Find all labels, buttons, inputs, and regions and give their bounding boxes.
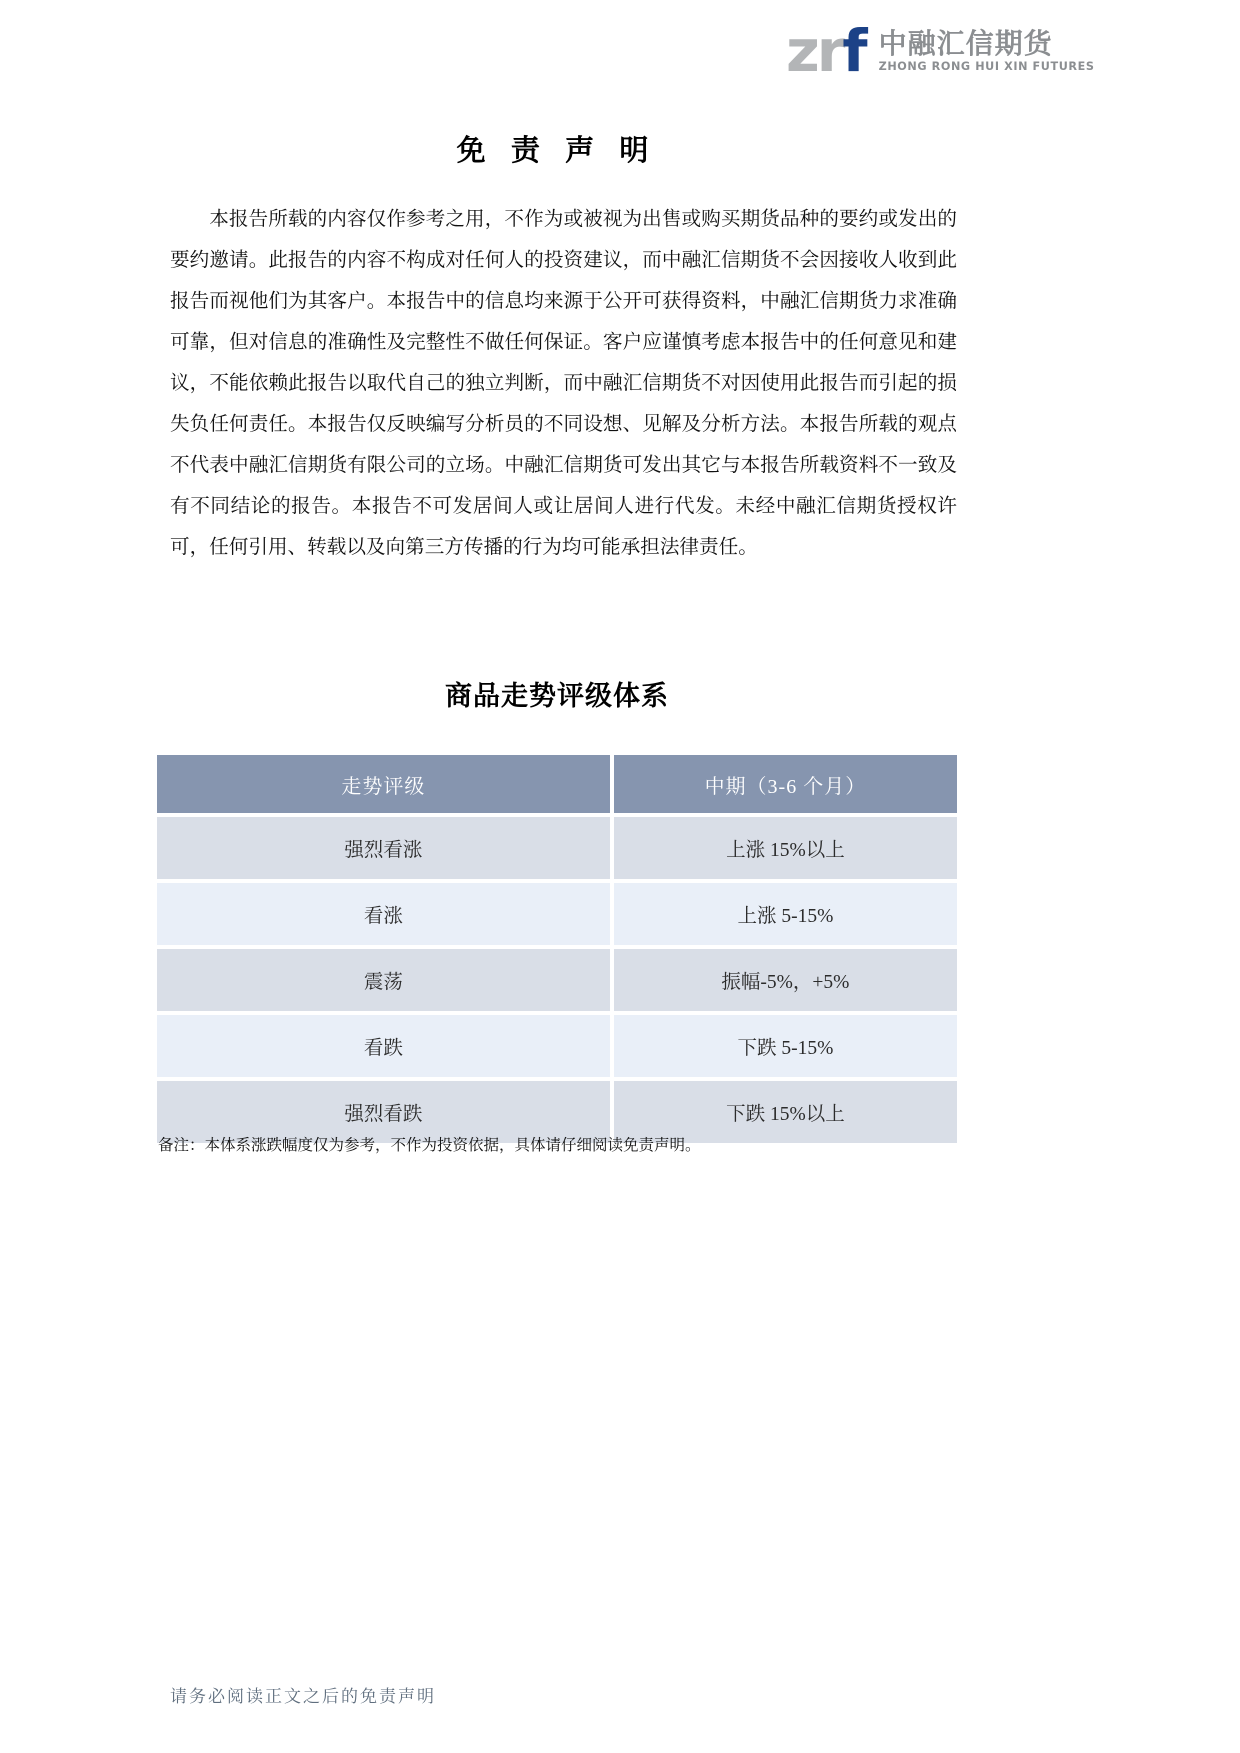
rating-cell-range: 振幅-5%，+5% xyxy=(614,949,957,1011)
rating-cell-range: 下跌 5-15% xyxy=(614,1015,957,1077)
company-name-chinese: 中融汇信期货 xyxy=(878,26,1053,60)
company-logo xyxy=(786,17,1095,85)
rating-cell-range: 上涨 5-15% xyxy=(614,883,957,945)
rating-table-header-rating: 走势评级 xyxy=(157,755,610,813)
disclaimer-paragraph: 本报告所载的内容仅作参考之用，不作为或被视为出售或购买期货品种的要约或发出的要约邀请。此报告的内容不构成对任何人的投资建议，而中融汇信期货不会因接收人收到此报告而视他们为其客户。本报告中的信息均来源于公开可获得资料，中融汇信期货力求准确可靠，但对信息的准确性及完整性不做任何保证。客户应谨慎考虑本报告中的任何意见和建议，不能依赖此报告以取代自己的独立判断，而中融汇信期货不对因使用此报告而引起的损失负任何责任。本报告仅反映编写分析员的不同设想、见解及分析方法。本报告所载的观点不代表中融汇信期货有限公司的立场。中融汇信期货可发出其它与本报告所载资料不一致及有不同结论的报告。本报告不可发居间人或让居间人进行代发。未经中融汇信期货授权许可，任何引用、转载以及向第三方传播的行为均可能承担法律责任。 xyxy=(170,209,957,558)
company-name-block xyxy=(878,26,1095,77)
logo-f-letter: f xyxy=(842,17,865,85)
rating-table-header-midterm: 中期（3-6 个月） xyxy=(614,755,957,813)
rating-cell-label: 强烈看跌 xyxy=(157,1081,610,1143)
rating-system-title: 商品走势评级体系 xyxy=(445,681,669,711)
rating-table xyxy=(157,755,957,1143)
company-name-english: ZHONG RONG HUI XIN FUTURES xyxy=(878,60,1095,74)
rating-cell-label: 看跌 xyxy=(157,1015,610,1077)
disclaimer-title: 免 责 声 明 xyxy=(456,135,658,167)
footer-disclaimer-reminder: 请务必阅读正文之后的免责声明 xyxy=(170,1687,436,1706)
rating-table-note: 备注：本体系涨跌幅度仅为参考，不作为投资依据，具体请仔细阅读免责声明。 xyxy=(158,1137,701,1154)
rating-cell-range: 上涨 15%以上 xyxy=(614,817,957,879)
rating-cell-range: 下跌 15%以上 xyxy=(614,1081,957,1143)
rating-cell-label: 强烈看涨 xyxy=(157,817,610,879)
logo-zr-letters: zr xyxy=(786,17,843,85)
rating-cell-label: 震荡 xyxy=(157,949,610,1011)
zrf-logo-icon xyxy=(786,17,865,85)
rating-cell-label: 看涨 xyxy=(157,883,610,945)
